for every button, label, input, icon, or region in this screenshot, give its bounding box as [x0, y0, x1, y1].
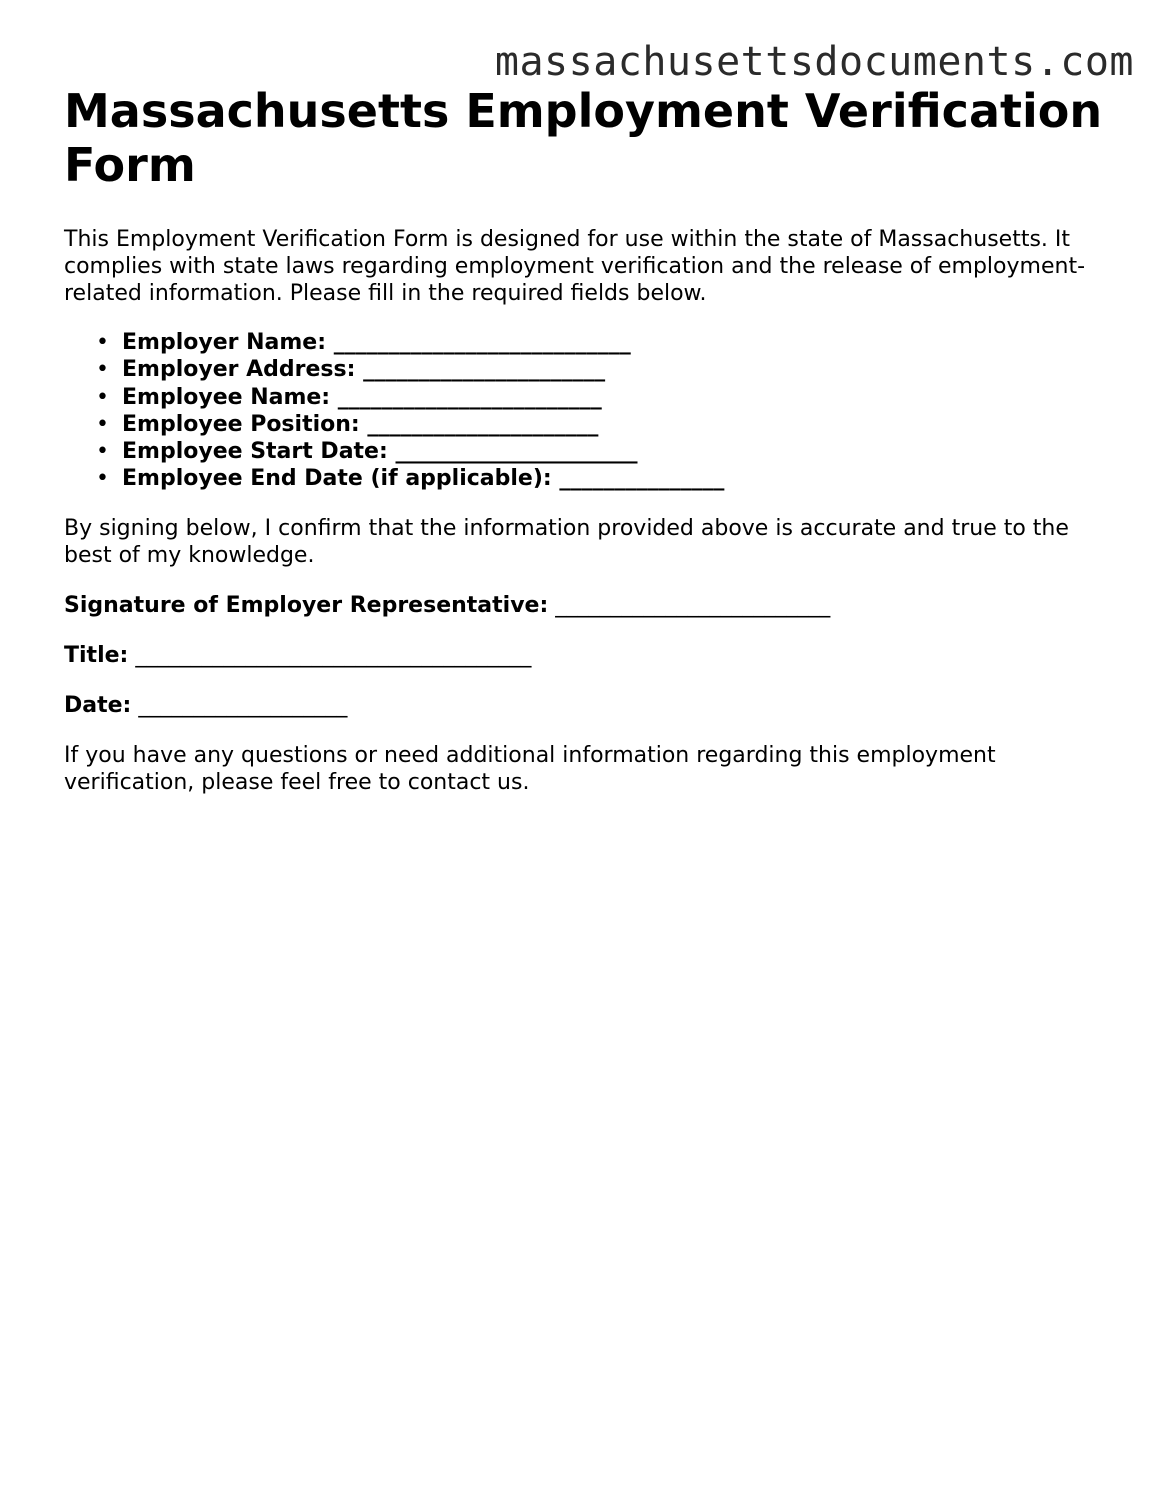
field-employee-start-date	[122, 438, 1114, 465]
field-blank-line[interactable]: ______________________	[363, 357, 606, 383]
field-employer-name	[122, 329, 1114, 356]
field-blank-line[interactable]: _____________________	[367, 411, 599, 437]
field-label: Employer Name:	[122, 330, 327, 355]
field-label: Employee Name:	[122, 384, 331, 410]
field-employee-position	[122, 411, 1114, 438]
field-label: Employer Address:	[122, 357, 356, 383]
field-employer-address	[122, 356, 1114, 383]
field-employee-end-date	[122, 465, 1114, 492]
signature-blank-line[interactable]: _________________________	[555, 592, 831, 618]
field-label: Employee Start Date:	[122, 439, 388, 465]
date-label: Date:	[64, 692, 132, 718]
title-label: Title:	[64, 642, 129, 668]
field-employee-name	[122, 384, 1114, 411]
signature-field	[64, 592, 1114, 619]
field-blank-line[interactable]: ______________________	[395, 439, 638, 465]
closing-paragraph: If you have any questions or need additional information regarding this employment verification, please feel free to contact us.	[64, 742, 996, 795]
page-title: Massachusetts Employment Verification Form	[64, 84, 1103, 192]
field-blank-line[interactable]: ___________________________	[333, 330, 631, 355]
field-label: Employee End Date (if applicable):	[122, 466, 552, 492]
intro-paragraph: This Employment Verification Form is designed for use within the state of Massachusetts. It complies with state laws regarding employment verification and the release of employment-related information. Please fill in the required fields below.	[64, 227, 1086, 306]
site-header: massachusettsdocuments.com	[494, 39, 1134, 85]
field-blank-line[interactable]: _______________	[559, 466, 725, 492]
title-field	[64, 642, 1114, 669]
field-label: Employee Position:	[122, 411, 360, 437]
signature-label: Signature of Employer Representative:	[64, 592, 549, 618]
fields-list	[64, 329, 1114, 493]
document-body	[64, 84, 1114, 796]
date-field	[64, 692, 1114, 719]
title-blank-line[interactable]: ____________________________________	[135, 642, 532, 668]
date-blank-line[interactable]: ___________________	[138, 692, 348, 718]
confirmation-paragraph: By signing below, I confirm that the information provided above is accurate and true to the best of my knowledge.	[64, 515, 1069, 568]
field-blank-line[interactable]: ________________________	[337, 384, 602, 410]
